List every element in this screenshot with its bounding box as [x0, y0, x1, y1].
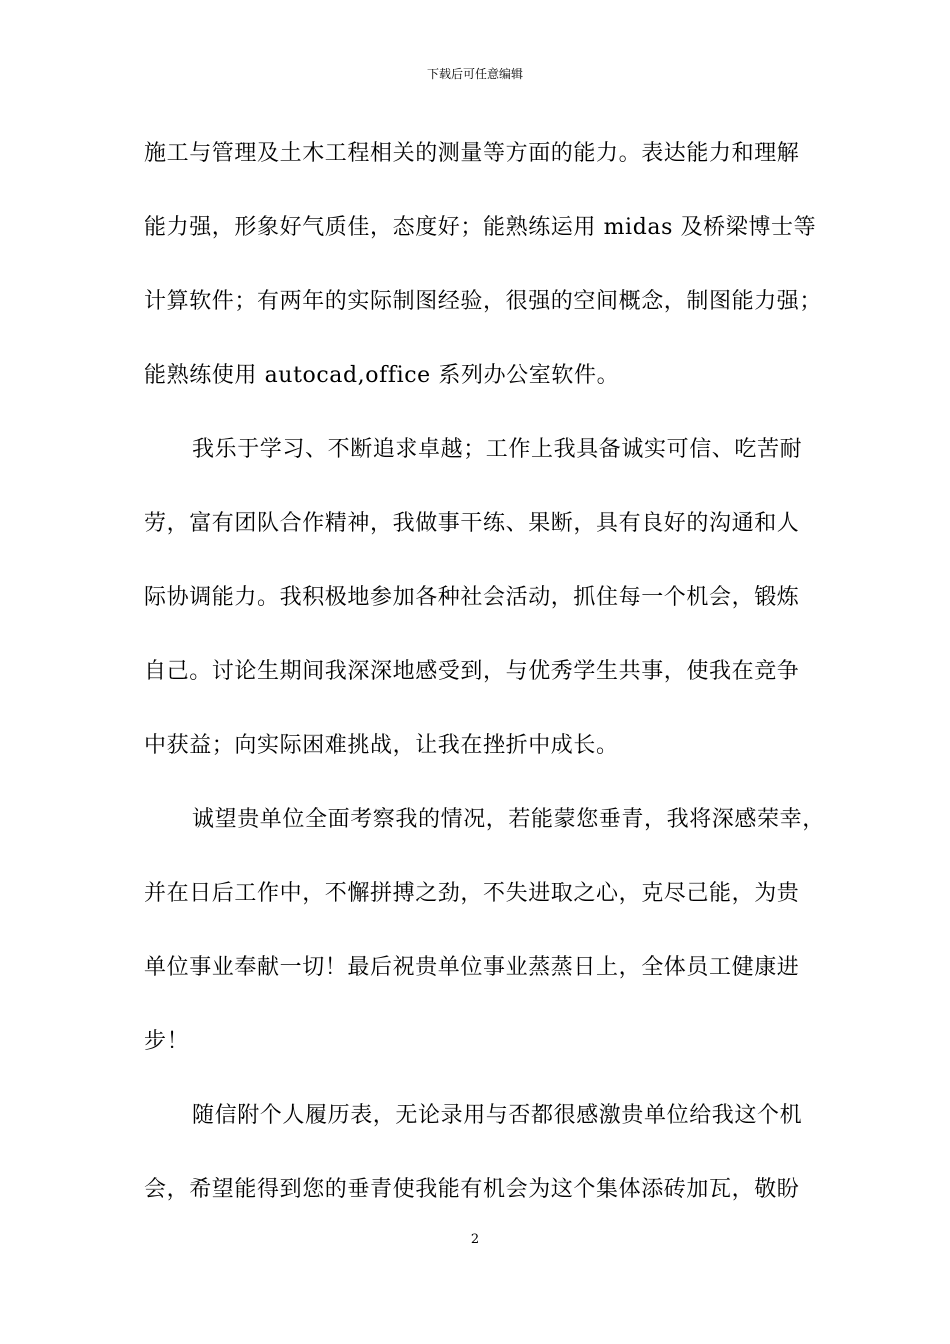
text-line: 能力强，形象好气质佳，态度好；能熟练运用 midas 及桥梁博士等 [144, 215, 817, 240]
text-line: 能熟练使用 autocad,office 系列办公室软件。 [144, 363, 620, 388]
paragraph-first-line: 我乐于学习、不断追求卓越；工作上我具备诚实可信、吃苦耐 [192, 437, 803, 462]
paragraph-first-line: 随信附个人履历表，无论录用与否都很感激贵单位给我这个机 [192, 1103, 803, 1128]
text-line: 并在日后工作中，不懈拼搏之劲，不失进取之心，克尽己能，为贵 [144, 881, 800, 906]
text-line: 自己。讨论生期间我深深地感受到，与优秀学生共事，使我在竞争 [144, 659, 800, 684]
text-line: 际协调能力。我积极地参加各种社会活动，抓住每一个机会，锻炼 [144, 585, 800, 610]
document-body [144, 132, 824, 1242]
text-line: 步！ [144, 1029, 190, 1054]
text-line: 施工与管理及土木工程相关的测量等方面的能力。表达能力和理解 [144, 141, 800, 166]
text-line: 中获益；向实际困难挑战，让我在挫折中成长。 [144, 733, 619, 758]
paragraph-first-line: 诚望贵单位全面考察我的情况，若能蒙您垂青，我将深感荣幸， [192, 807, 825, 832]
text-line: 单位事业奉献一切！最后祝贵单位事业蒸蒸日上，全体员工健康进 [144, 955, 800, 980]
page-header: 下载后可任意编辑 [426, 67, 523, 81]
text-line: 计算软件；有两年的实际制图经验，很强的空间概念，制图能力强； [144, 289, 823, 314]
text-line: 劳，富有团队合作精神，我做事干练、果断，具有良好的沟通和人 [144, 511, 800, 536]
page-number: 2 [470, 1232, 480, 1247]
text-line: 会，希望能得到您的垂青使我能有机会为这个集体添砖加瓦，敬盼 [144, 1177, 800, 1202]
